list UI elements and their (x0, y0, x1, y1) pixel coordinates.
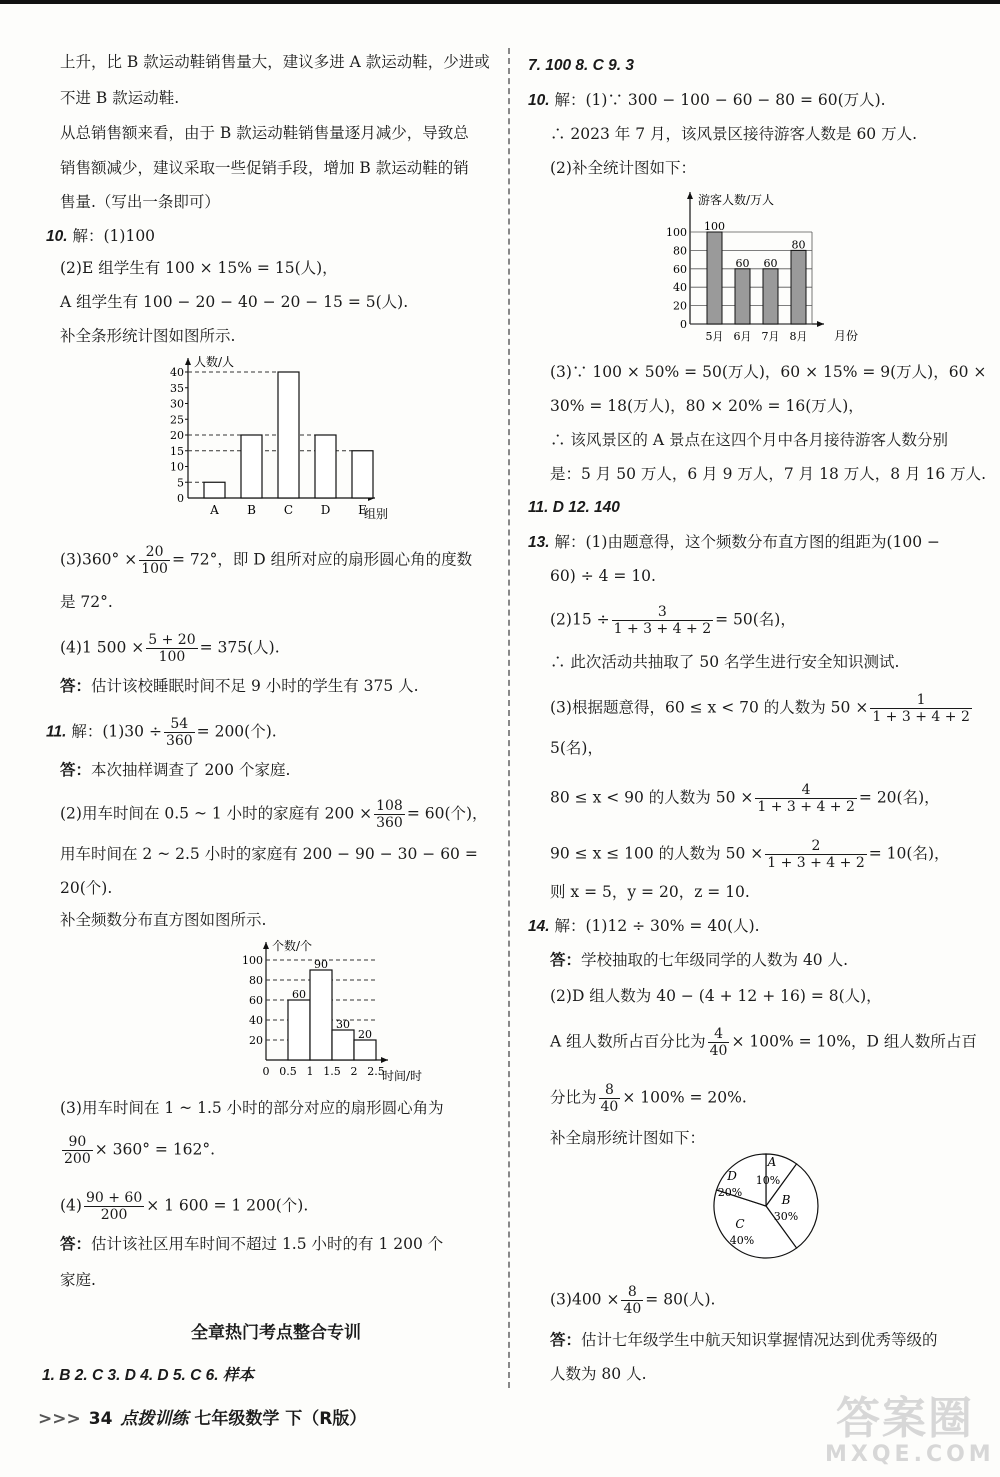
numerator: 4 (755, 782, 857, 799)
answer-text: 解：(1)100 (72, 227, 156, 245)
data-label: 60 (292, 988, 306, 1001)
text-line: ∴ 该风景区的 A 景点在这四个月中各月接待游客人数分别 (550, 431, 948, 449)
formula-line (60, 544, 472, 577)
formula-line (550, 692, 974, 725)
x-tick-label: 1.5 (323, 1065, 341, 1078)
text-line: 补全扇形统计图如下： (550, 1129, 706, 1147)
choice-answers: 1. B 2. C 3. D 4. D 5. C 6. 样本 (42, 1367, 254, 1384)
formula-part: 80 ≤ x < 90 的人数为 50 × (550, 788, 754, 807)
formula-part: A 组人数所占百分比为 (550, 1032, 706, 1051)
denominator: 40 (623, 1301, 642, 1317)
formula-line (550, 1082, 747, 1115)
y-axis-label: 人数/人 (194, 355, 235, 369)
x-axis-arrow-icon (381, 1057, 388, 1063)
y-tick-label: 60 (673, 262, 687, 276)
y-tick-label: 10 (170, 460, 184, 474)
numerator: 5 + 20 (148, 632, 196, 648)
formula-line (60, 632, 280, 665)
x-tick-label: A (210, 503, 219, 517)
formula-part: = 72°，即 D 组所对应的扇形圆心角的度数 (171, 550, 473, 569)
numerator: 54 (164, 716, 195, 733)
x-tick-label: 1 (306, 1065, 314, 1078)
slice-percent: 10% (755, 1174, 781, 1187)
formula-line (550, 604, 796, 637)
slice-label: B (781, 1193, 791, 1207)
numerator: 8 (621, 1284, 643, 1301)
text-line: (2)E 组学生有 100 × 15% = 15(人)， (60, 259, 338, 277)
x-axis-arrow-icon (817, 321, 824, 327)
y-tick-label: 20 (673, 299, 687, 313)
denominator: 1 + 3 + 4 + 2 (767, 855, 865, 871)
denominator: 360 (165, 733, 193, 749)
formula-line (550, 838, 950, 871)
question-10 (46, 226, 155, 247)
formula-part: = 50(名)， (715, 610, 796, 629)
answer-line (550, 1330, 938, 1350)
question-11 (46, 716, 277, 749)
answer-text: 本次抽样调查了 200 个家庭. (91, 761, 291, 779)
answer-text: 解：(1)由题意得，这个频数分布直方图的组距为(100 − (554, 533, 941, 551)
answer-label: 答： (60, 1234, 92, 1253)
footer-brand: 点拨训练 (120, 1409, 189, 1429)
choice-answers: 11. D 12. 140 (528, 499, 620, 516)
numerator: 4 (708, 1026, 730, 1043)
text-line: 补全频数分布直方图如图所示. (60, 911, 267, 929)
y-axis-label: 游客人数/万人 (698, 193, 775, 207)
numerator: 1 (870, 692, 972, 709)
fraction (146, 632, 197, 665)
answer-text: 解：(1)∵ 300 − 100 − 60 − 80 = 60(万人). (554, 91, 886, 109)
answer-text: 解：(1)12 ÷ 30% = 40(人). (554, 917, 760, 935)
bar (763, 269, 778, 324)
text-line: ∴ 2023 年 7 月，该风景区接待游客人数是 60 万人. (550, 125, 918, 143)
x-tick-label: B (247, 503, 256, 517)
x-axis-label: 组别 (364, 507, 389, 521)
formula-part: 90 ≤ x ≤ 100 的人数为 50 × (550, 844, 764, 863)
slice-percent: 20% (717, 1186, 743, 1199)
formula-part: (3)400 × (550, 1290, 620, 1309)
y-tick-label: 40 (673, 281, 687, 295)
data-label: 100 (704, 220, 725, 233)
footer-arrow-icon: >>> (38, 1409, 81, 1429)
column-divider (508, 48, 510, 1388)
text-line: (2)D 组人数为 40 − (4 + 12 + 16) = 8(人)， (550, 987, 882, 1005)
numerator: 108 (376, 798, 403, 814)
fraction (84, 1190, 144, 1223)
fraction (765, 838, 867, 871)
formula-part: (2)用车时间在 0.5 ~ 1 小时的家庭有 200 × (60, 804, 373, 823)
numerator: 3 (612, 604, 714, 621)
text-line: 是：5 月 50 万人，6 月 9 万人，7 月 18 万人，8 月 16 万人. (550, 465, 987, 483)
y-axis-arrow-icon (263, 942, 269, 949)
fraction (612, 604, 714, 637)
formula-part: × 1 600 = 1 200(个). (146, 1196, 309, 1215)
page-footer (38, 1404, 366, 1429)
formula-part: × 360° = 162°. (94, 1140, 216, 1159)
denominator: 360 (376, 815, 403, 831)
answer-line (550, 950, 848, 970)
pie-chart (702, 1152, 832, 1262)
top-rule (0, 0, 1000, 4)
fraction (139, 544, 170, 577)
answer-line (60, 676, 419, 696)
histogram-bar (310, 970, 332, 1060)
section-title: 全章热门考点整合专训 (191, 1323, 361, 1343)
watermark-logo (825, 1393, 995, 1473)
denominator: 40 (600, 1099, 619, 1115)
visitor-bar-chart (664, 188, 874, 348)
text-line: 补全条形统计图如图所示. (60, 327, 236, 345)
y-axis-arrow-icon (687, 192, 693, 199)
denominator: 200 (64, 1151, 91, 1167)
formula-line (60, 1134, 215, 1167)
formula-line (60, 1190, 308, 1223)
x-tick-label: 2 (350, 1065, 358, 1078)
fraction (164, 716, 195, 749)
fraction (62, 1134, 93, 1167)
x-axis-label: 时间/时 (382, 1069, 423, 1083)
text-line: 是 72°. (60, 593, 113, 611)
y-tick-label: 15 (170, 444, 184, 458)
y-tick-label: 20 (249, 1034, 263, 1047)
fraction (870, 692, 972, 725)
question-number: 14. (528, 918, 550, 935)
fraction (599, 1082, 621, 1115)
histogram-bar (354, 1040, 376, 1060)
question-number: 11. (46, 723, 67, 741)
x-tick-label: D (320, 503, 331, 517)
question-number: 13. (528, 534, 550, 551)
fraction (374, 798, 405, 831)
denominator: 200 (100, 1207, 128, 1223)
answer-line (60, 760, 290, 780)
text-line: (3)用车时间在 1 ~ 1.5 小时的部分对应的扇形圆心角为 (60, 1099, 444, 1117)
y-tick-label: 0 (680, 318, 687, 331)
text-line: 人数为 80 人. (550, 1365, 647, 1383)
text-line: A 组学生有 100 − 20 − 40 − 20 − 15 = 5(人). (60, 293, 409, 311)
group-bar-chart (120, 352, 420, 522)
footer-book-title: 七年级数学 下（R版） (194, 1409, 367, 1429)
data-label: 20 (358, 1028, 372, 1041)
formula-part: = 10(名)， (868, 844, 950, 863)
slice-label: D (727, 1169, 737, 1183)
text-line: 销售额减少，建议采取一些促销手段，增加 B 款运动鞋的销 (60, 159, 469, 177)
formula-part: = 60(个)， (406, 804, 488, 823)
x-tick-label: 2.5 (367, 1065, 385, 1078)
text-line: 30% = 18(万人)，80 × 20% = 16(万人)， (550, 397, 864, 415)
formula-part: = 80(人). (645, 1290, 716, 1309)
question-14 (528, 916, 760, 937)
x-tick-label: 7月 (761, 330, 780, 343)
answer-label: 答： (550, 950, 582, 969)
text-line: 家庭. (60, 1271, 96, 1289)
formula-line (550, 782, 940, 815)
formula-line (550, 1284, 715, 1317)
x-tick-label: 6月 (733, 330, 752, 343)
histogram-chart (180, 938, 440, 1086)
x-axis-label: 月份 (834, 329, 859, 343)
fraction (708, 1026, 730, 1059)
denominator: 1 + 3 + 4 + 2 (872, 709, 970, 725)
x-tick-label: C (283, 503, 294, 517)
x-tick-label: 0.5 (279, 1065, 297, 1078)
text-line: 不进 B 款运动鞋. (60, 89, 180, 107)
numerator: 20 (139, 544, 170, 561)
page-number: 34 (88, 1409, 113, 1429)
text-line: 则 x = 5，y = 20，z = 10. (550, 883, 750, 901)
text-line: 20(个). (60, 879, 113, 897)
bar (707, 232, 722, 324)
y-tick-label: 100 (242, 954, 263, 967)
denominator: 40 (709, 1043, 728, 1059)
x-tick-label: 8月 (789, 330, 808, 343)
text-line: ∴ 此次活动共抽取了 50 名学生进行安全知识测试. (550, 653, 900, 671)
y-tick-label: 35 (170, 381, 184, 395)
bar (315, 435, 336, 498)
slice-label: A (767, 1155, 777, 1169)
y-tick-label: 80 (249, 974, 263, 987)
y-tick-label: 5 (177, 476, 184, 490)
histogram-bar (288, 1000, 310, 1060)
y-tick-label: 20 (170, 429, 184, 442)
formula-part: (2)15 ÷ (550, 610, 610, 629)
formula-part: 解：(1)30 ÷ (71, 722, 162, 741)
slice-percent: 30% (773, 1210, 799, 1223)
formula-part: = 200(个). (196, 722, 277, 741)
answer-label: 答： (60, 760, 92, 779)
bar (735, 269, 750, 324)
answer-label: 答： (550, 1330, 582, 1349)
data-label: 90 (314, 958, 328, 971)
denominator: 1 + 3 + 4 + 2 (613, 621, 712, 637)
answer-text: 学校抽取的七年级同学的人数为 40 人. (581, 951, 849, 969)
answer-text: 估计该社区用车时间不超过 1.5 小时的有 1 200 个 (91, 1235, 444, 1253)
data-label: 60 (763, 256, 778, 270)
x-tick-label: 5月 (705, 330, 724, 343)
bar (204, 482, 225, 498)
text-line: 上升，比 B 款运动鞋销售量大，建议多进 A 款运动鞋，少进或 (60, 53, 490, 71)
y-tick-label: 60 (249, 994, 263, 1007)
formula-line (550, 1026, 977, 1059)
formula-part: × 100% = 20%. (622, 1088, 747, 1107)
y-axis-label: 个数/个 (272, 939, 313, 953)
formula-part: (4) (60, 1196, 82, 1215)
denominator: 1 + 3 + 4 + 2 (757, 799, 855, 815)
formula-part: (3)根据题意得，60 ≤ x < 70 的人数为 50 × (550, 698, 869, 717)
slice-percent: 40% (729, 1234, 755, 1247)
watermark-text: 答案圈 (836, 1393, 974, 1444)
question-number: 10. (46, 228, 68, 245)
formula-part: (3)360° × (60, 550, 138, 569)
data-label: 30 (336, 1018, 350, 1031)
numerator: 90 + 60 (85, 1190, 143, 1206)
text-line: (3)∵ 100 × 50% = 50(万人)，60 × 15% = 9(万人)，60 × (550, 363, 987, 381)
data-label: 60 (735, 256, 750, 270)
numerator: 90 (62, 1134, 93, 1151)
y-tick-label: 40 (170, 366, 184, 379)
bar (241, 435, 262, 498)
histogram-bar (332, 1030, 354, 1060)
formula-part: = 375(人). (199, 638, 280, 657)
answer-text: 估计该校睡眠时间不足 9 小时的学生有 375 人. (91, 677, 419, 695)
formula-part: (4)1 500 × (60, 638, 145, 657)
bar (352, 451, 373, 498)
formula-part: 分比为 (550, 1088, 597, 1107)
answer-line (60, 1234, 443, 1254)
text-line: 用车时间在 2 ~ 2.5 小时的家庭有 200 − 90 − 30 − 60 = (60, 845, 478, 863)
watermark-url: MXQE.COM (825, 1442, 995, 1467)
text-line: 售量.（写出一条即可） (60, 193, 220, 211)
formula-part: × 100% = 10%，D 组人数所占百 (731, 1032, 977, 1051)
answer-text: 估计七年级学生中航天知识掌握情况达到优秀等级的 (581, 1331, 938, 1349)
denominator: 100 (141, 561, 168, 577)
text-line: 60) ÷ 4 = 10. (550, 567, 656, 585)
y-tick-label: 0 (177, 492, 184, 505)
question-13 (528, 532, 940, 553)
x-tick-label: E (358, 503, 367, 517)
y-tick-label: 30 (170, 397, 184, 411)
data-label: 80 (791, 238, 806, 252)
slice-label: C (735, 1217, 745, 1231)
y-tick-label: 40 (249, 1014, 263, 1027)
question-10 (528, 90, 886, 111)
text-line: (2)补全统计图如下： (550, 159, 696, 177)
bar (791, 250, 806, 324)
fraction (755, 782, 857, 815)
question-number: 10. (528, 92, 550, 109)
text-line: 5(名)， (550, 739, 603, 757)
y-axis-arrow-icon (185, 358, 191, 365)
y-tick-label: 100 (666, 226, 687, 239)
answer-label: 答： (60, 676, 92, 695)
fraction (621, 1284, 643, 1317)
denominator: 100 (158, 649, 186, 665)
numerator: 8 (599, 1082, 621, 1099)
y-tick-label: 80 (673, 244, 687, 258)
x-tick-label: 0 (262, 1065, 270, 1078)
text-line: 从总销售额来看，由于 B 款运动鞋销售量逐月减少，导致总 (60, 124, 469, 142)
choice-answers: 7. 100 8. C 9. 3 (528, 57, 634, 74)
formula-part: = 20(名)， (858, 788, 940, 807)
y-tick-label: 25 (170, 413, 184, 427)
bar (278, 372, 299, 498)
numerator: 2 (765, 838, 867, 855)
formula-line (60, 798, 488, 831)
